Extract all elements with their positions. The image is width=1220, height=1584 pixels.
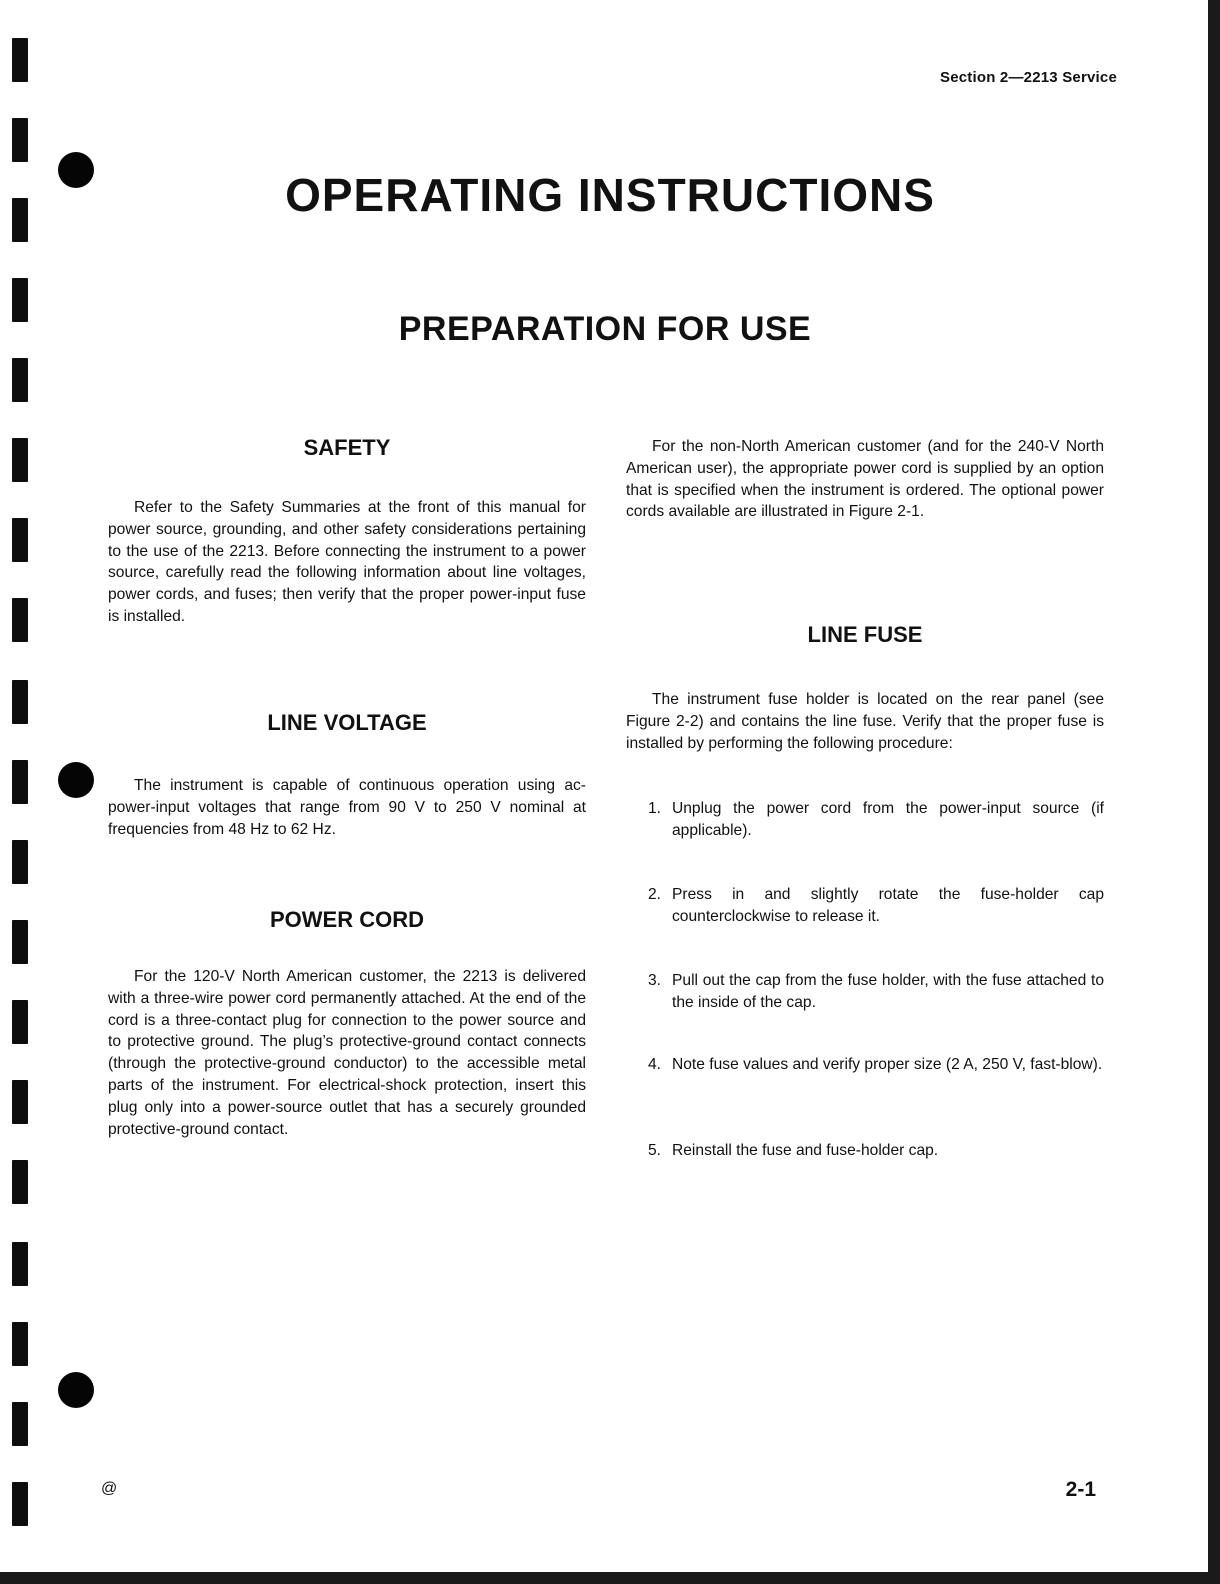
- step-text: Pull out the cap from the fuse holder, with the fuse attached to the inside of the cap.: [672, 972, 1104, 1011]
- procedure-step: [626, 798, 1104, 842]
- line-fuse-paragraph: The instrument fuse holder is located on the rear panel (see Figure 2-2) and contains the line fuse. Verify that the proper fuse is installed by performing the following procedure:: [626, 691, 1104, 752]
- binding-mark: [12, 1080, 28, 1124]
- binding-mark: [12, 518, 28, 562]
- footer-mark: @: [101, 1480, 118, 1497]
- binding-mark: [12, 760, 28, 804]
- line-fuse-heading: LINE FUSE: [807, 622, 923, 647]
- binding-mark: [12, 1402, 28, 1446]
- binding-mark: [12, 38, 28, 82]
- step-text: Press in and slightly rotate the fuse-holder cap counterclockwise to release it.: [672, 886, 1104, 925]
- binding-mark: [12, 1242, 28, 1286]
- step-number: 2.: [648, 886, 662, 903]
- binding-mark: [12, 1160, 28, 1204]
- binding-mark: [12, 1000, 28, 1044]
- binding-mark: [12, 840, 28, 884]
- step-text: Note fuse values and verify proper size (2 A, 250 V, fast-blow).: [672, 1056, 1103, 1073]
- scan-edge-right: [1208, 0, 1220, 1584]
- procedure-step: [626, 970, 1104, 1014]
- binding-mark: [12, 680, 28, 724]
- binding-mark: [12, 438, 28, 482]
- step-number: 5.: [648, 1142, 662, 1159]
- punch-hole: [58, 1372, 94, 1408]
- step-number: 3.: [648, 972, 662, 989]
- procedure-step: [626, 1054, 1104, 1076]
- step-number: 1.: [648, 800, 662, 817]
- power-cord-paragraph: For the 120-V North American customer, the 2213 is delivered with a three-wire power cord permanently attached. At the end of the cord is a three-contact plug for connection to the power source and to protective ground. The plug’s protective-ground contact connects (through the protective-ground conductor) to the accessible metal parts of the instrument. For electrical-shock protection, insert this plug only into a power-source outlet that has a securely grounded protective-ground contact.: [108, 968, 586, 1138]
- line-voltage-heading: LINE VOLTAGE: [267, 710, 427, 735]
- main-title: OPERATING INSTRUCTIONS: [285, 169, 935, 221]
- binding-mark: [12, 358, 28, 402]
- procedure-step: [626, 884, 1104, 928]
- power-cord-heading: POWER CORD: [270, 907, 424, 932]
- step-text: Reinstall the fuse and fuse-holder cap.: [672, 1142, 939, 1159]
- binding-mark: [12, 1322, 28, 1366]
- binding-mark: [12, 920, 28, 964]
- scan-edge-bottom: [0, 1572, 1220, 1584]
- line-voltage-paragraph: The instrument is capable of continuous operation using ac-power-input voltages that range from 90 V to 250 V nominal at frequencies from 48 Hz to 62 Hz.: [108, 777, 586, 838]
- safety-heading: SAFETY: [303, 435, 391, 460]
- page-number: 2-1: [1065, 1478, 1096, 1501]
- safety-paragraph: Refer to the Safety Summaries at the front of this manual for power source, grounding, and other safety considerations pertaining to the use of the 2213. Before connecting the instrument to a power source, carefully read the following information about line voltages, power cords, and fuses; then verify that the proper power-input fuse is installed.: [108, 499, 586, 625]
- section-header: Section 2—2213 Service: [939, 69, 1117, 86]
- step-text: Unplug the power cord from the power-input source (if applicable).: [672, 800, 1104, 839]
- sub-title: PREPARATION FOR USE: [398, 310, 812, 348]
- power-cord-continued-paragraph: For the non-North American customer (and for the 240-V North American user), the appropriate power cord is supplied by an option that is specified when the instrument is ordered. The optional power cords available are illustrated in Figure 2-1.: [626, 438, 1104, 521]
- step-number: 4.: [648, 1056, 662, 1073]
- binding-mark: [12, 118, 28, 162]
- binding-mark: [12, 598, 28, 642]
- punch-hole: [58, 762, 94, 798]
- binding-mark: [12, 1482, 28, 1526]
- procedure-step: [626, 1140, 1104, 1162]
